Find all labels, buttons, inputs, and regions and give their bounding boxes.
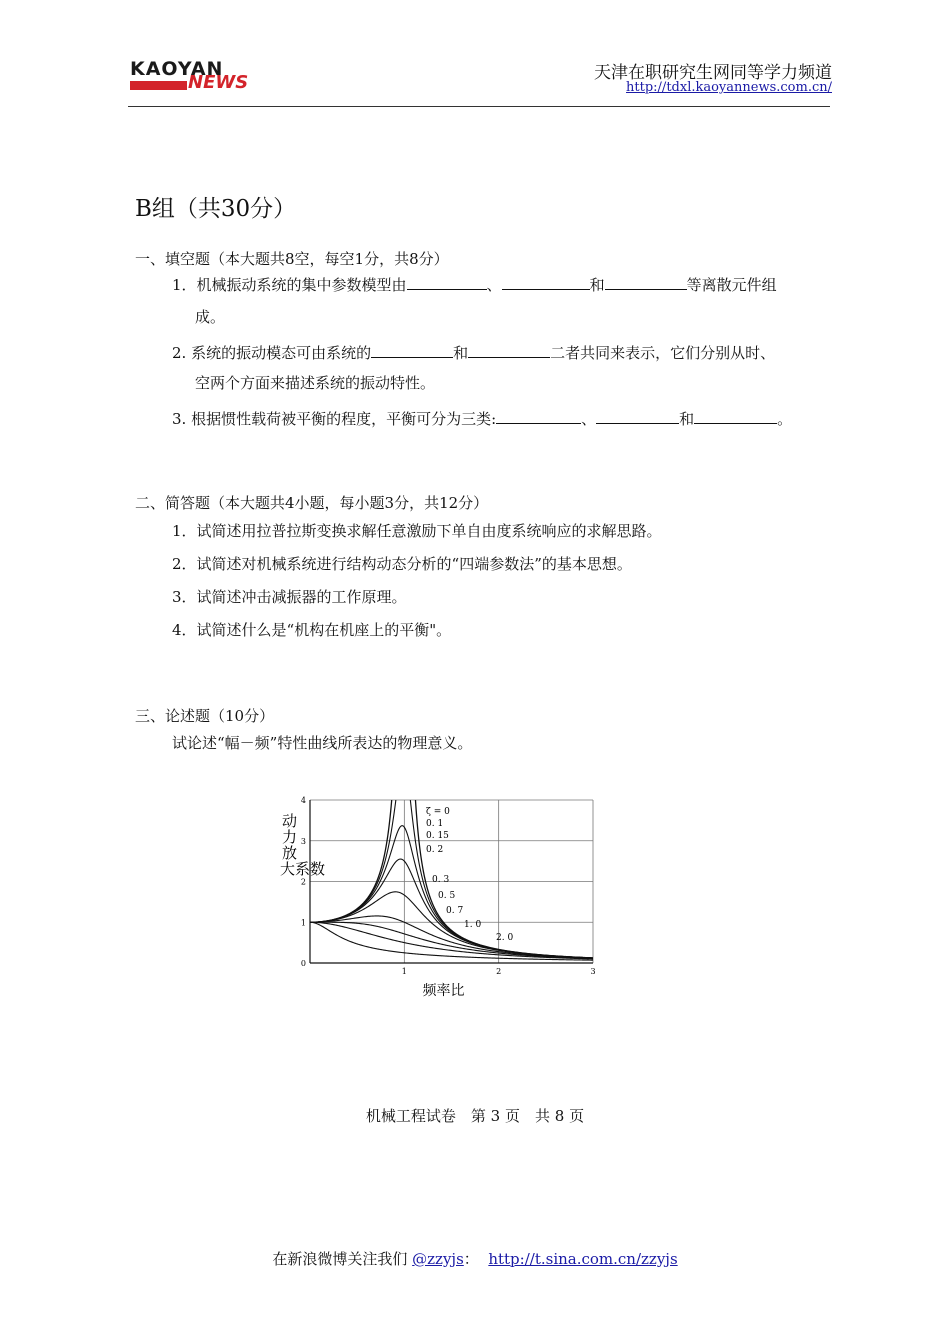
chart-series-line: [310, 892, 593, 958]
section3-title: 三、论述题（10分）: [135, 707, 275, 725]
chart-series-line: [310, 922, 593, 959]
question2-text-end: 二者共同来表示，它们分别从时、: [550, 344, 776, 362]
weibo-url-link[interactable]: http://t.sina.com.cn/zzyjs: [488, 1250, 678, 1268]
blank-field[interactable]: [694, 408, 777, 424]
chart-y-tick-label: 2: [300, 877, 306, 887]
chart-series-label: 0. 1: [426, 819, 444, 829]
chart-series-line: [310, 790, 403, 922]
short-question-4: 4．试简述什么是“机构在机座上的平衡"。: [172, 621, 452, 639]
question1-text-end: 等离散元件组: [686, 276, 777, 294]
blank-field[interactable]: [496, 408, 581, 424]
weibo-handle-link[interactable]: @zzyjs: [412, 1250, 464, 1268]
chart-x-tick-label: 3: [590, 967, 596, 976]
chart-series-label: 0. 7: [446, 906, 464, 916]
question1-sep2: 和: [589, 276, 605, 294]
group-title: B组（共30分）: [135, 196, 297, 222]
chart-series-label: 0. 3: [432, 875, 450, 885]
question3-text: 3. 根据惯性载荷被平衡的程度，平衡可分为三类:: [172, 410, 497, 428]
weibo-text: 在新浪微博关注我们: [272, 1250, 408, 1268]
question2-sep: 和: [453, 344, 469, 362]
chart-series-label: 0. 2: [426, 845, 444, 855]
chart-y-axis-label: 力: [282, 828, 298, 846]
kaoyan-news-logo: [130, 58, 249, 96]
weibo-line: [0, 1248, 950, 1269]
logo-top-text: KAOYAN: [130, 58, 224, 80]
short-question-2: 2．试简述对机械系统进行结构动态分析的“四端参数法”的基本思想。: [172, 555, 632, 573]
chart-series-line: [310, 922, 593, 960]
chart-series-label: 0. 15: [426, 831, 449, 841]
header-divider: [128, 106, 830, 107]
blank-field[interactable]: [596, 408, 679, 424]
question3-line: [172, 408, 792, 429]
short-question-3: 3．试简述冲击减振器的工作原理。: [172, 588, 407, 606]
chart-series-line: [310, 922, 593, 958]
question2-line1: [172, 342, 775, 363]
question2-line2: 空两个方面来描述系统的振动特性。: [195, 374, 436, 392]
chart-svg: [278, 790, 608, 1005]
question3-sep1: 、: [581, 410, 597, 428]
chart-y-axis-label: 大系数: [280, 860, 326, 878]
chart-y-tick-label: 0: [300, 959, 306, 968]
chart-x-tick-label: 2: [496, 967, 502, 976]
chart-series-label: 0. 5: [438, 891, 456, 901]
chart-y-tick-label: 4: [300, 796, 306, 805]
chart-y-tick-label: 1: [300, 918, 306, 928]
logo-red-strip: [130, 81, 187, 90]
question1-text: 1．机械振动系统的集中参数模型由: [172, 276, 407, 294]
chart-y-axis-label: 放: [282, 844, 298, 862]
chart-series-label: 2. 0: [496, 933, 514, 943]
question3-end: 。: [777, 410, 793, 428]
blank-field[interactable]: [502, 274, 590, 290]
page-footer: 机械工程试卷 第 3 页 共 8 页: [365, 1107, 585, 1125]
question1-sep1: 、: [486, 276, 502, 294]
short-question-1: 1．试简述用拉普拉斯变换求解任意激励下单自由度系统响应的求解思路。: [172, 522, 662, 540]
question3-sep2: 和: [679, 410, 695, 428]
amplitude-frequency-chart: [278, 790, 608, 1005]
chart-y-axis-label: 动: [282, 812, 298, 830]
chart-series-label: ζ = 0: [426, 807, 450, 817]
weibo-sep: ：: [463, 1250, 479, 1268]
blank-field[interactable]: [605, 274, 687, 290]
essay-question: 试论述“幅－频”特性曲线所表达的物理意义。: [172, 734, 473, 752]
site-title: 天津在职研究生网同等学力频道: [594, 63, 832, 83]
blank-field[interactable]: [468, 342, 550, 358]
chart-y-tick-label: 3: [300, 836, 306, 846]
blank-field[interactable]: [371, 342, 453, 358]
section2-title: 二、简答题（本大题共4小题，每小题3分，共12分）: [135, 494, 489, 512]
chart-x-tick-label: 1: [401, 967, 407, 976]
question1-line2: 成。: [195, 308, 226, 326]
question2-text: 2. 系统的振动模态可由系统的: [172, 344, 372, 362]
section1-title: 一、填空题（本大题共8空，每空1分，共8分）: [135, 250, 449, 268]
chart-series-label: 1. 0: [464, 920, 482, 930]
logo-bottom-text: NEWS: [188, 72, 249, 93]
site-url-link[interactable]: http://tdxl.kaoyannews.com.cn/: [626, 80, 832, 95]
chart-x-axis-label: 频率比: [422, 983, 465, 999]
question1-line1: [172, 274, 777, 295]
blank-field[interactable]: [407, 274, 487, 290]
